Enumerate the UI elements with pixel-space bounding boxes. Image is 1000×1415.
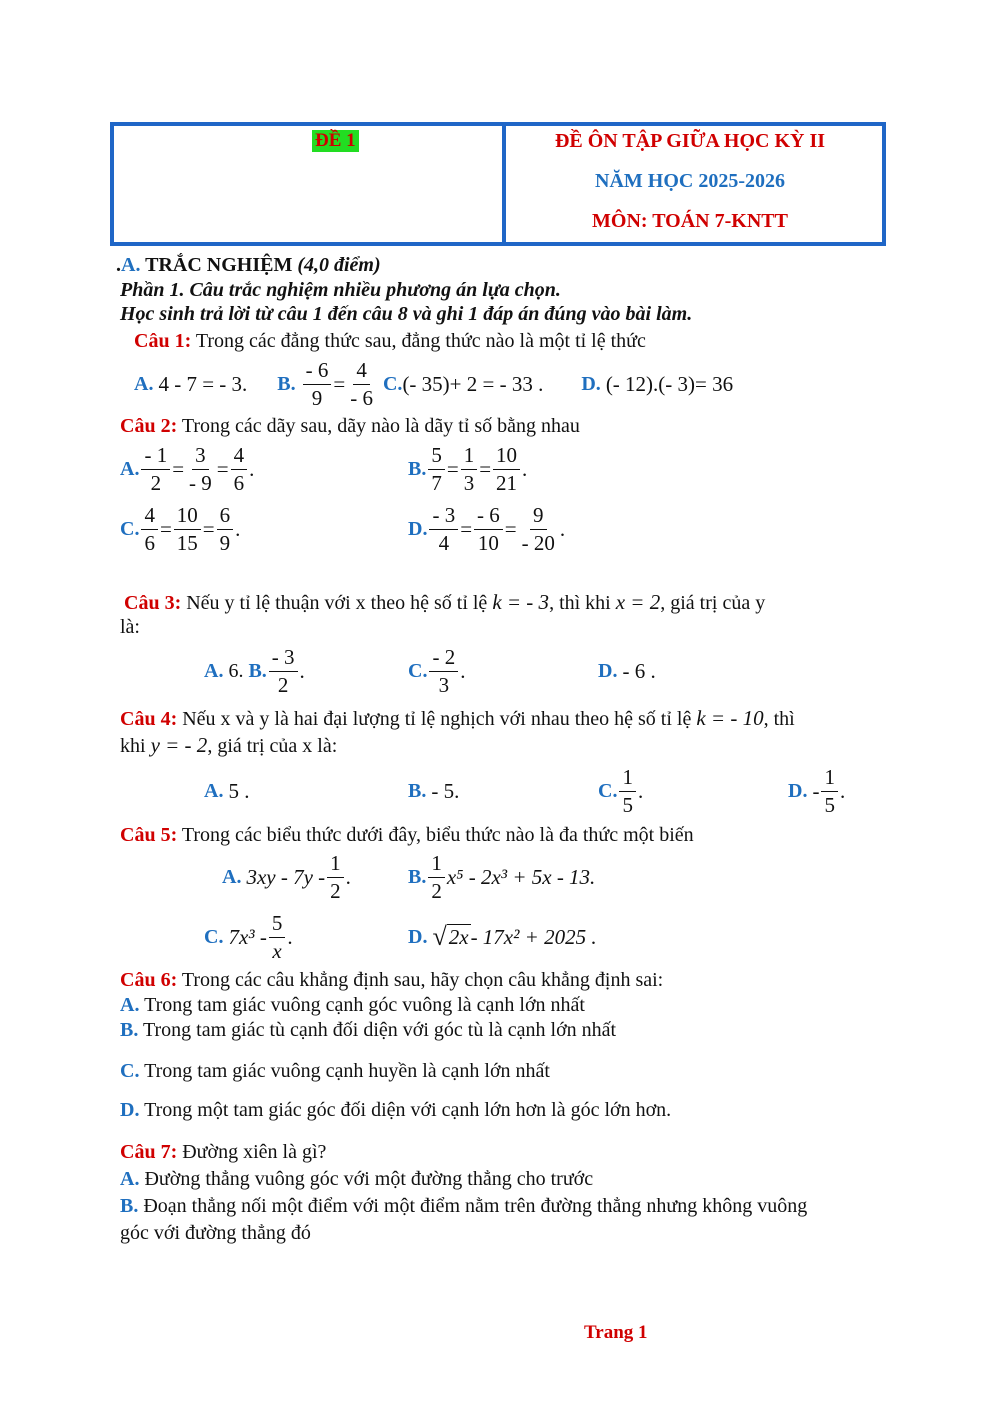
q7-option-b: B. Đoạn thẳng nối một điểm với một điểm nằm trên đường thẳng nhưng không vuông <box>120 1195 808 1217</box>
q5-option-c: C. 7x³ - $\frac{5}{x}$ . <box>204 911 293 963</box>
part-heading: Phần 1. Câu trắc nghiệm nhiều phương án lựa chọn. <box>120 279 561 301</box>
question-1: Câu 1: Trong các đẳng thức sau, đẳng thức nào là một tỉ lệ thức <box>134 330 646 352</box>
q3-continuation: là: <box>120 616 140 638</box>
q2-option-b: B. $\frac{5}{7}$ = $\frac{1}{3}$ = $\frac{10}{21}$ . <box>408 443 528 495</box>
q3-option-d: D. - 6 . <box>598 658 656 683</box>
q4-option-c: C. $\frac{1}{5}$ . <box>598 765 644 817</box>
q3-option-a-b: A. 6. B. $\frac{- 3}{2}$ . <box>204 645 305 697</box>
q6-option-c: C. Trong tam giác vuông cạnh huyền là cạnh lớn nhất <box>120 1060 550 1082</box>
q4-continuation: khi y = - 2, giá trị của x là: <box>120 733 338 757</box>
exam-tag: ĐỀ 1 <box>312 130 359 152</box>
question-4: Câu 4: Nếu x và y là hai đại lượng tỉ lệ nghịch với nhau theo hệ số tỉ lệ k = - 10, thì <box>120 706 795 730</box>
question-5: Câu 5: Trong các biểu thức dưới đây, biểu thức nào là đa thức một biến <box>120 824 694 846</box>
q6-option-a: A. Trong tam giác vuông cạnh góc vuông là cạnh lớn nhất <box>120 994 585 1016</box>
question-2: Câu 2: Trong các dãy sau, dãy nào là dãy tỉ số bằng nhau <box>120 415 580 437</box>
sqrt-symbol: √ 2x <box>432 922 469 951</box>
q2-option-c: C. $\frac{4}{6}$ = $\frac{10}{15}$ = $\frac{6}{9}$ . <box>120 503 241 555</box>
q4-option-d: D. - $\frac{1}{5}$ . <box>788 765 846 817</box>
page-number: Trang 1 <box>584 1322 648 1343</box>
q4-option-b: B. - 5. <box>408 778 460 803</box>
q3-option-c: C. $\frac{- 2}{3}$ . <box>408 645 466 697</box>
section-heading: .A. TRẮC NGHIỆM (4,0 điểm) <box>116 254 381 276</box>
subject: MÔN: TOÁN 7-KNTT <box>592 210 788 232</box>
instruction: Học sinh trả lời từ câu 1 đến câu 8 và ghi 1 đáp án đúng vào bài làm. <box>120 303 693 325</box>
q5-option-b: B. $\frac{1}{2}$ x⁵ - 2x³ + 5x - 13. <box>408 851 596 903</box>
q5-option-d: D. √ 2x - 17x² + 2025 . <box>408 922 597 951</box>
q1-options: A. 4 - 7 = - 3. B. $\frac{- 6}{9}$ = $\frac{4}{- 6}$ C. (- 35)+ 2 = - 33 . D. (- 12).(- 3)= 36 <box>134 358 734 410</box>
q5-option-a: A. 3xy - 7y - $\frac{1}{2}$ . <box>222 851 351 903</box>
q2-option-d: D. $\frac{- 3}{4}$ = $\frac{- 6}{10}$ = $\frac{9}{- 20}$ . <box>408 503 566 555</box>
q4-option-a: A. 5 . <box>204 778 250 803</box>
school-year: NĂM HỌC 2025-2026 <box>595 170 785 192</box>
q2-option-a: A. $\frac{- 1}{2}$ = $\frac{3}{- 9}$ = $\frac{4}{6}$ . <box>120 443 255 495</box>
question-7: Câu 7: Đường xiên là gì? <box>120 1141 327 1163</box>
exam-title: ĐỀ ÔN TẬP GIỮA HỌC KỲ II <box>554 130 826 152</box>
q6-option-b: B. Trong tam giác tù cạnh đối diện với góc tù là cạnh lớn nhất <box>120 1019 617 1041</box>
question-3: Câu 3: Nếu y tỉ lệ thuận với x theo hệ số tỉ lệ k = - 3, thì khi x = 2, giá trị của y <box>124 590 766 614</box>
q7-option-a: A. Đường thẳng vuông góc với một đường thẳng cho trước <box>120 1168 594 1190</box>
q7-option-b-continuation: góc với đường thẳng đó <box>120 1222 311 1244</box>
q6-option-d: D. Trong một tam giác góc đối diện với cạnh lớn hơn là góc lớn hơn. <box>120 1099 672 1121</box>
question-6: Câu 6: Trong các câu khẳng định sau, hãy chọn câu khẳng định sai: <box>120 969 664 991</box>
